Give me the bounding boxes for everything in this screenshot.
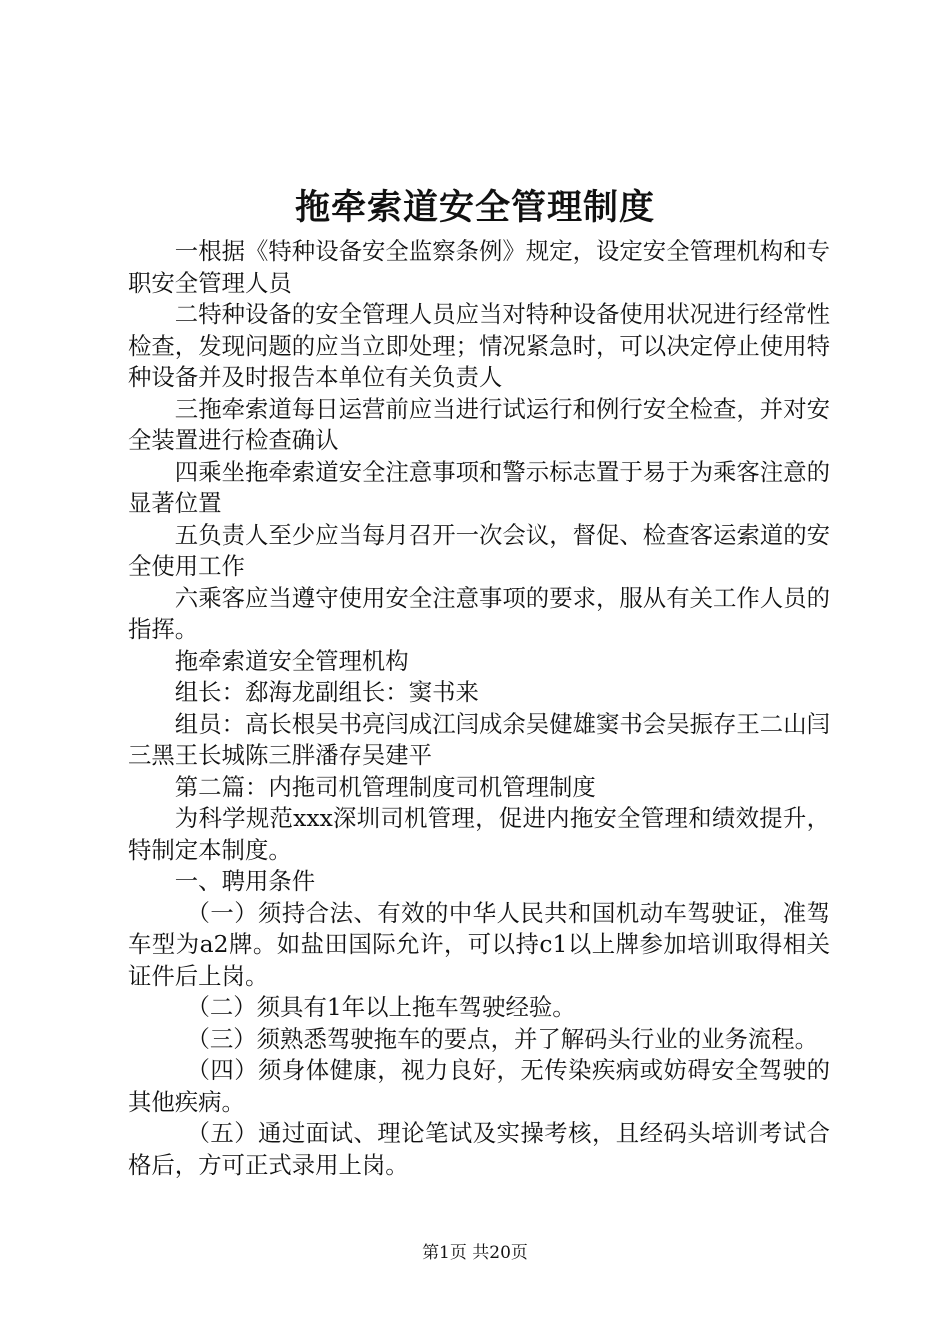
- members-line: 组员：高长根吴书亮闫成江闫成余吴健雄窦书会吴振存王二山闫三黑王长城陈三胖潘存吴建平: [128, 709, 830, 769]
- paragraph-5: 五负责人至少应当每月召开一次会议，督促、检查客运索道的安全使用工作: [128, 520, 830, 580]
- paragraph-3: 三拖牵索道每日运营前应当进行试运行和例行安全检查，并对安全装置进行检查确认: [128, 394, 830, 454]
- hiring-condition-3: （三）须熟悉驾驶拖车的要点，并了解码头行业的业务流程。: [186, 1024, 819, 1053]
- chapter-heading-driver-rules: 第二篇：内拖司机管理制度司机管理制度: [174, 772, 596, 801]
- hiring-condition-5: （五）通过面试、理论笔试及实操考核，且经码头培训考试合格后，方可正式录用上岗。: [128, 1119, 830, 1179]
- hiring-condition-2: （二）须具有1年以上拖车驾驶经验。: [186, 993, 576, 1021]
- paragraph-6: 六乘客应当遵守使用安全注意事项的要求，服从有关工作人员的指挥。: [128, 583, 830, 643]
- section-heading-organization: 拖牵索道安全管理机构: [174, 646, 409, 675]
- page-number-footer: 第1页 共20页: [422, 1243, 528, 1263]
- hiring-condition-4: （四）须身体健康，视力良好，无传染疾病或妨碍安全驾驶的其他疾病。: [128, 1056, 830, 1116]
- document-title: 拖牵索道安全管理制度: [294, 187, 655, 228]
- paragraph-2: 二特种设备的安全管理人员应当对特种设备使用状况进行经常性检查，发现问题的应当立即处理；情况紧急时，可以决定停止使用特种设备并及时报告本单位有关负责人: [128, 300, 830, 391]
- hiring-condition-1: （一）须持合法、有效的中华人民共和国机动车驾驶证，准驾车型为a2牌。如盐田国际允许，可以持c1以上牌参加培训取得相关证件后上岗。: [128, 898, 830, 990]
- section-heading-hiring: 一、聘用条件: [174, 867, 316, 895]
- intro-paragraph: 为科学规范xxx深圳司机管理，促进内拖安全管理和绩效提升，特制定本制度。: [128, 804, 830, 864]
- paragraph-1: 一根据《特种设备安全监察条例》规定，设定安全管理机构和专职安全管理人员: [128, 237, 830, 297]
- leader-line: 组长：郄海龙副组长：窦书来: [174, 678, 479, 706]
- document-body: [128, 236, 830, 1181]
- paragraph-4: 四乘坐拖牵索道安全注意事项和警示标志置于易于为乘客注意的显著位置: [128, 457, 830, 517]
